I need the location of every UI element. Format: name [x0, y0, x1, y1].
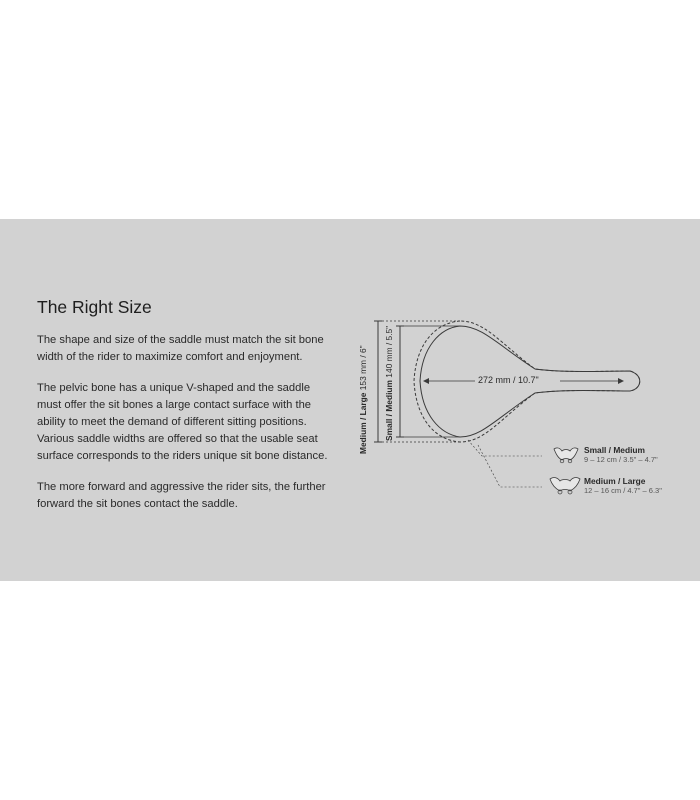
pelvis-large-icon [550, 478, 580, 494]
medium-large-width-value: 153 mm / 6" [358, 345, 368, 391]
size-medium-large-range: 12 – 16 cm / 4.7" – 6.3" [584, 486, 662, 495]
medium-large-width-name: Medium / Large [358, 392, 368, 454]
size-small-medium [584, 445, 658, 465]
small-medium-width-value: 140 mm / 5.5" [384, 325, 394, 378]
pelvis-small-icon [554, 448, 578, 463]
text-block [37, 297, 337, 527]
size-medium-large [584, 476, 662, 496]
leader-small-medium [468, 440, 542, 456]
size-medium-large-name: Medium / Large [584, 476, 646, 486]
small-medium-width-name: Small / Medium [384, 380, 394, 441]
length-label: 272 mm / 10.7" [478, 375, 539, 385]
size-small-medium-range: 9 – 12 cm / 3.5" – 4.7" [584, 455, 658, 464]
paragraph-1: The shape and size of the saddle must match the sit bone width of the rider to maximize comfort and enjoyment. [37, 334, 324, 363]
medium-large-width-label [358, 345, 368, 454]
saddle-diagram [350, 309, 680, 509]
paragraph-2: The pelvic bone has a unique V-shaped and the saddle must offer the sit bones a large contact surface with the ability to meet the demand of different sitting positions. Various saddle widths are offered so that the usable seat surface corresponds to the riders unique sit bone distance. [37, 382, 328, 462]
small-medium-width-label [384, 326, 394, 441]
leader-medium-large [478, 445, 542, 487]
paragraph-3: The more forward and aggressive the rider sits, the further forward the sit bones contact the saddle. [37, 481, 326, 510]
content-band [0, 219, 700, 581]
section-title: The Right Size [37, 297, 152, 317]
size-small-medium-name: Small / Medium [584, 445, 645, 455]
